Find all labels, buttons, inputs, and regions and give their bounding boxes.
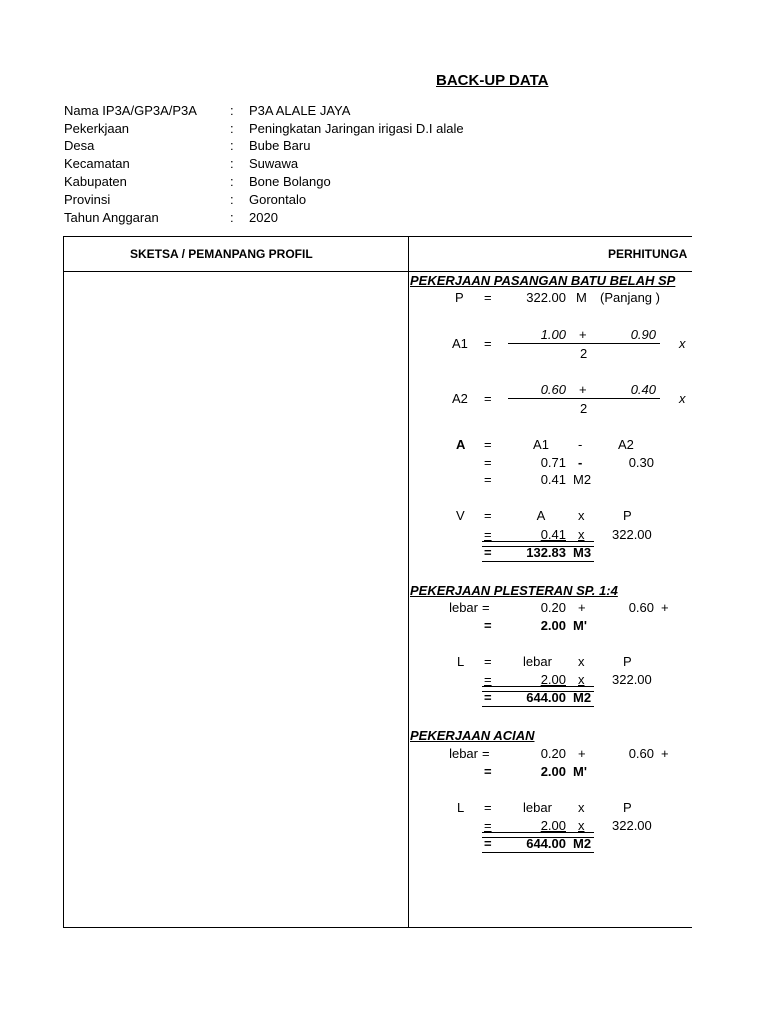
lebar-op-1: + bbox=[578, 600, 586, 615]
eq-sign: = bbox=[484, 800, 492, 815]
section-title-masonry: PEKERJAAN PASANGAN BATU BELAH SP bbox=[410, 273, 676, 288]
l-bottom-rule bbox=[482, 852, 594, 853]
v-total: 132.83 bbox=[526, 545, 566, 560]
info-label: Desa bbox=[64, 138, 95, 153]
info-label: Tahun Anggaran bbox=[64, 210, 159, 225]
a-row1-op: - bbox=[578, 437, 583, 452]
eq-sign: = bbox=[484, 472, 492, 487]
eq-sign: = bbox=[484, 545, 492, 560]
calc-column-header: PERHITUNGA bbox=[608, 247, 688, 261]
a1-operator: + bbox=[579, 327, 587, 342]
a1-label: A1 bbox=[452, 336, 468, 351]
lebar-label: lebar bbox=[449, 600, 478, 615]
info-sep: : bbox=[230, 121, 234, 136]
a1-denominator: 2 bbox=[580, 346, 588, 361]
eq-sign: = bbox=[484, 618, 492, 633]
v-label: V bbox=[456, 508, 465, 523]
a2-fraction-bar bbox=[508, 398, 660, 399]
l-unit: M2 bbox=[573, 690, 592, 705]
eq-sign: = bbox=[484, 690, 492, 705]
eq-sign: = bbox=[484, 391, 492, 406]
a2-numerator-2: 0.40 bbox=[630, 382, 656, 397]
p-value: 322.00 bbox=[526, 290, 566, 305]
info-sep: : bbox=[230, 192, 234, 207]
v-row1-col2: P bbox=[623, 508, 632, 523]
lebar-op-2: + bbox=[661, 746, 669, 761]
l-row1-op: x bbox=[578, 654, 585, 669]
eq-sign: = bbox=[482, 600, 490, 615]
l-row1-col2: P bbox=[623, 800, 632, 815]
v-row2-col1: 0.41 bbox=[540, 527, 566, 542]
eq-sign: = bbox=[484, 836, 492, 851]
a1-numerator-2: 0.90 bbox=[630, 327, 656, 342]
lebar-total: 2.00 bbox=[540, 764, 566, 779]
info-value: Peningkatan Jaringan irigasi D.I alale bbox=[249, 121, 464, 136]
table-border-top bbox=[63, 236, 692, 237]
eq-sign: = bbox=[484, 290, 492, 305]
lebar-unit: M' bbox=[573, 618, 587, 633]
info-label: Provinsi bbox=[64, 192, 111, 207]
info-value: Bube Baru bbox=[249, 138, 311, 153]
l-row1-op: x bbox=[578, 800, 585, 815]
section-title-acian: PEKERJAAN ACIAN bbox=[410, 728, 535, 743]
info-value: Bone Bolango bbox=[249, 174, 331, 189]
eq-sign: = bbox=[484, 654, 492, 669]
info-sep: : bbox=[230, 103, 234, 118]
a2-multiply: x bbox=[679, 391, 686, 406]
l-row2-col1: 2.00 bbox=[540, 672, 566, 687]
lebar-value-1: 0.20 bbox=[540, 600, 566, 615]
p-label: P bbox=[455, 290, 464, 305]
a-result: 0.41 bbox=[540, 472, 566, 487]
a-label: A bbox=[456, 437, 466, 452]
p-note: (Panjang ) bbox=[600, 290, 660, 305]
l-label: L bbox=[457, 654, 465, 669]
l-row1-col2: P bbox=[623, 654, 632, 669]
l-unit: M2 bbox=[573, 836, 592, 851]
l-label: L bbox=[457, 800, 465, 815]
a-row1-col1: A1 bbox=[533, 437, 549, 452]
section-title-plaster: PEKERJAAN PLESTERAN SP. 1:4 bbox=[410, 583, 618, 598]
eq-sign: = bbox=[484, 764, 492, 779]
eq-sign: = bbox=[482, 746, 490, 761]
lebar-label: lebar bbox=[449, 746, 478, 761]
info-value: Suwawa bbox=[249, 156, 299, 171]
lebar-value-1: 0.20 bbox=[540, 746, 566, 761]
info-value: 2020 bbox=[249, 210, 278, 225]
v-row2-op: x bbox=[578, 527, 585, 542]
a-row2-col2: 0.30 bbox=[628, 455, 654, 470]
calculation-area bbox=[408, 266, 692, 928]
info-value: P3A ALALE JAYA bbox=[249, 103, 351, 118]
v-unit: M3 bbox=[573, 545, 592, 560]
a2-numerator-1: 0.60 bbox=[540, 382, 566, 397]
lebar-value-2: 0.60 bbox=[628, 600, 654, 615]
a-row1-col2: A2 bbox=[618, 437, 634, 452]
v-row1-col1: A bbox=[536, 508, 546, 523]
info-value: Gorontalo bbox=[249, 192, 307, 207]
table-border-left bbox=[63, 236, 64, 928]
lebar-value-2: 0.60 bbox=[628, 746, 654, 761]
l-bottom-rule bbox=[482, 706, 594, 707]
l-row2-col1: 2.00 bbox=[540, 818, 566, 833]
a1-fraction-bar bbox=[508, 343, 660, 344]
eq-sign: = bbox=[484, 437, 492, 452]
info-sep: : bbox=[230, 174, 234, 189]
a2-label: A2 bbox=[452, 391, 468, 406]
eq-sign: = bbox=[484, 508, 492, 523]
lebar-op-2: + bbox=[661, 600, 669, 615]
v-row1-op: x bbox=[578, 508, 585, 523]
a-unit: M2 bbox=[573, 472, 592, 487]
a-row2-op: - bbox=[578, 455, 583, 470]
lebar-total: 2.00 bbox=[540, 618, 566, 633]
lebar-unit: M' bbox=[573, 764, 587, 779]
lebar-op-1: + bbox=[578, 746, 586, 761]
l-row1-col1: lebar bbox=[523, 654, 552, 669]
info-sep: : bbox=[230, 156, 234, 171]
eq-sign: = bbox=[484, 527, 492, 542]
a1-numerator-1: 1.00 bbox=[540, 327, 566, 342]
info-label: Nama IP3A/GP3A/P3A bbox=[64, 103, 197, 118]
v-row2-col2: 322.00 bbox=[612, 527, 652, 542]
a1-multiply: x bbox=[679, 336, 686, 351]
eq-sign: = bbox=[484, 455, 492, 470]
sketch-column-header: SKETSA / PEMANPANG PROFIL bbox=[130, 247, 313, 261]
a2-operator: + bbox=[579, 382, 587, 397]
page-title: BACK-UP DATA bbox=[436, 72, 549, 89]
info-label: Kabupaten bbox=[64, 174, 127, 189]
info-sep: : bbox=[230, 138, 234, 153]
a-row2-col1: 0.71 bbox=[540, 455, 566, 470]
l-total: 644.00 bbox=[526, 836, 566, 851]
l-row2-op: x bbox=[578, 672, 585, 687]
eq-sign: = bbox=[484, 672, 492, 687]
info-label: Kecamatan bbox=[64, 156, 130, 171]
info-label: Pekerkjaan bbox=[64, 121, 130, 136]
a2-denominator: 2 bbox=[580, 401, 588, 416]
l-row2-col2: 322.00 bbox=[612, 818, 652, 833]
l-row2-col2: 322.00 bbox=[612, 672, 652, 687]
eq-sign: = bbox=[484, 336, 492, 351]
v-bottom-rule bbox=[482, 561, 594, 562]
l-row2-op: x bbox=[578, 818, 585, 833]
p-unit: M bbox=[576, 290, 587, 305]
info-sep: : bbox=[230, 210, 234, 225]
l-row1-col1: lebar bbox=[523, 800, 552, 815]
eq-sign: = bbox=[484, 818, 492, 833]
l-total: 644.00 bbox=[526, 690, 566, 705]
